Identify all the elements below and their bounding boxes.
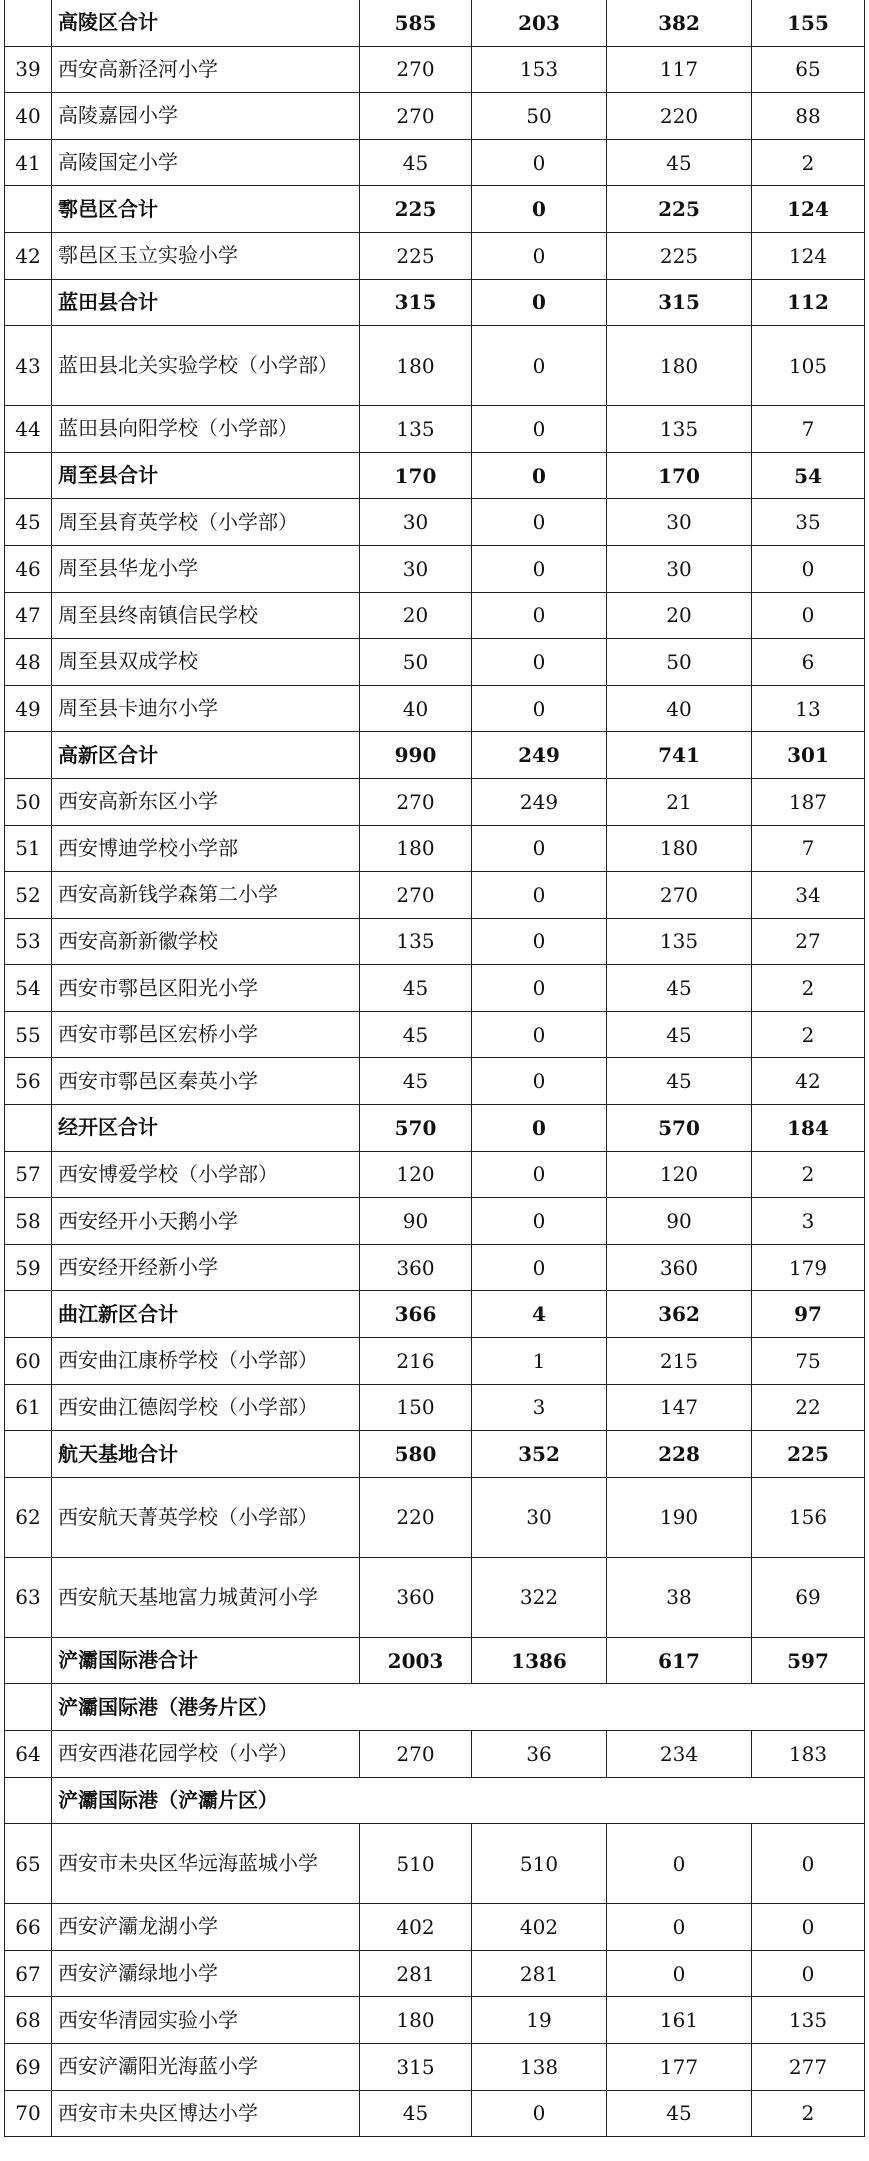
row-number bbox=[5, 1291, 52, 1338]
total-cell: 40 bbox=[360, 685, 472, 732]
school-name: 经开区合计 bbox=[52, 1105, 360, 1152]
school-name: 高陵区合计 bbox=[52, 0, 360, 46]
school-name: 西安高新新徽学校 bbox=[52, 918, 360, 965]
school-name: 西安曲江康桥学校（小学部） bbox=[52, 1338, 360, 1385]
value-cell-2: 0 bbox=[472, 1151, 607, 1198]
value-cell-3: 177 bbox=[607, 2043, 752, 2090]
row-number: 48 bbox=[5, 639, 52, 686]
school-name: 西安西港花园学校（小学） bbox=[52, 1731, 360, 1778]
total-cell: 402 bbox=[360, 1904, 472, 1951]
value-cell-2: 352 bbox=[472, 1431, 607, 1478]
total-cell: 90 bbox=[360, 1198, 472, 1245]
value-cell-4: 54 bbox=[752, 452, 865, 499]
school-name: 西安浐灞绿地小学 bbox=[52, 1950, 360, 1997]
value-cell-3: 45 bbox=[607, 1011, 752, 1058]
value-cell-3: 135 bbox=[607, 918, 752, 965]
value-cell-2: 30 bbox=[472, 1477, 607, 1557]
value-cell-4: 112 bbox=[752, 279, 865, 326]
value-cell-4: 124 bbox=[752, 186, 865, 233]
value-cell-2: 138 bbox=[472, 2043, 607, 2090]
total-cell: 510 bbox=[360, 1824, 472, 1904]
value-cell-2: 0 bbox=[472, 326, 607, 406]
row-number: 47 bbox=[5, 592, 52, 639]
subtotal-row bbox=[5, 1105, 865, 1152]
total-cell: 180 bbox=[360, 326, 472, 406]
school-name: 高陵国定小学 bbox=[52, 139, 360, 186]
row-number: 50 bbox=[5, 778, 52, 825]
value-cell-2: 249 bbox=[472, 778, 607, 825]
value-cell-3: 90 bbox=[607, 1198, 752, 1245]
school-name: 蓝田县北关实验学校（小学部） bbox=[52, 326, 360, 406]
school-name: 西安航天菁英学校（小学部） bbox=[52, 1477, 360, 1557]
value-cell-3: 180 bbox=[607, 326, 752, 406]
section-name: 浐灞国际港（浐灞片区） bbox=[52, 1777, 865, 1824]
value-cell-4: 0 bbox=[752, 545, 865, 592]
value-cell-4: 225 bbox=[752, 1431, 865, 1478]
value-cell-2: 3 bbox=[472, 1384, 607, 1431]
school-name: 高新区合计 bbox=[52, 732, 360, 779]
value-cell-2: 0 bbox=[472, 499, 607, 546]
total-cell: 50 bbox=[360, 639, 472, 686]
value-cell-3: 225 bbox=[607, 232, 752, 279]
value-cell-4: 2 bbox=[752, 139, 865, 186]
value-cell-3: 0 bbox=[607, 1824, 752, 1904]
value-cell-4: 155 bbox=[752, 0, 865, 46]
table-row bbox=[5, 918, 865, 965]
value-cell-4: 6 bbox=[752, 639, 865, 686]
school-name: 西安市鄠邑区阳光小学 bbox=[52, 965, 360, 1012]
value-cell-3: 161 bbox=[607, 1997, 752, 2044]
value-cell-3: 360 bbox=[607, 1244, 752, 1291]
row-number: 52 bbox=[5, 872, 52, 919]
value-cell-3: 0 bbox=[607, 1950, 752, 1997]
value-cell-3: 120 bbox=[607, 1151, 752, 1198]
value-cell-3: 382 bbox=[607, 0, 752, 46]
school-name: 周至县双成学校 bbox=[52, 639, 360, 686]
value-cell-4: 65 bbox=[752, 46, 865, 93]
value-cell-2: 510 bbox=[472, 1824, 607, 1904]
value-cell-3: 40 bbox=[607, 685, 752, 732]
table-row bbox=[5, 1557, 865, 1637]
table-row bbox=[5, 499, 865, 546]
total-cell: 366 bbox=[360, 1291, 472, 1338]
school-name: 航天基地合计 bbox=[52, 1431, 360, 1478]
school-enrollment-table bbox=[4, 0, 865, 2137]
total-cell: 270 bbox=[360, 1731, 472, 1778]
total-cell: 2003 bbox=[360, 1637, 472, 1684]
value-cell-3: 270 bbox=[607, 872, 752, 919]
row-number: 60 bbox=[5, 1338, 52, 1385]
total-cell: 135 bbox=[360, 406, 472, 453]
value-cell-4: 0 bbox=[752, 1824, 865, 1904]
value-cell-2: 0 bbox=[472, 639, 607, 686]
total-cell: 180 bbox=[360, 1997, 472, 2044]
table-row bbox=[5, 1824, 865, 1904]
row-number: 65 bbox=[5, 1824, 52, 1904]
total-cell: 30 bbox=[360, 499, 472, 546]
row-number bbox=[5, 1105, 52, 1152]
table-row bbox=[5, 685, 865, 732]
value-cell-3: 215 bbox=[607, 1338, 752, 1385]
school-name: 周至县终南镇信民学校 bbox=[52, 592, 360, 639]
row-number bbox=[5, 1431, 52, 1478]
row-number: 62 bbox=[5, 1477, 52, 1557]
value-cell-4: 42 bbox=[752, 1058, 865, 1105]
value-cell-4: 27 bbox=[752, 918, 865, 965]
subtotal-row bbox=[5, 1291, 865, 1338]
total-cell: 315 bbox=[360, 279, 472, 326]
total-cell: 45 bbox=[360, 2090, 472, 2137]
value-cell-2: 0 bbox=[472, 452, 607, 499]
table-row bbox=[5, 1011, 865, 1058]
row-number: 40 bbox=[5, 93, 52, 140]
value-cell-2: 0 bbox=[472, 1244, 607, 1291]
value-cell-2: 0 bbox=[472, 1198, 607, 1245]
total-cell: 45 bbox=[360, 139, 472, 186]
value-cell-3: 38 bbox=[607, 1557, 752, 1637]
value-cell-2: 4 bbox=[472, 1291, 607, 1338]
value-cell-3: 234 bbox=[607, 1731, 752, 1778]
school-name: 周至县合计 bbox=[52, 452, 360, 499]
total-cell: 270 bbox=[360, 778, 472, 825]
table-row bbox=[5, 1151, 865, 1198]
value-cell-2: 0 bbox=[472, 825, 607, 872]
table-row bbox=[5, 1384, 865, 1431]
table-row bbox=[5, 825, 865, 872]
table-row bbox=[5, 1950, 865, 1997]
school-name: 蓝田县向阳学校（小学部） bbox=[52, 406, 360, 453]
value-cell-4: 2 bbox=[752, 1011, 865, 1058]
value-cell-4: 156 bbox=[752, 1477, 865, 1557]
row-number bbox=[5, 279, 52, 326]
table-row bbox=[5, 326, 865, 406]
row-number: 49 bbox=[5, 685, 52, 732]
row-number: 67 bbox=[5, 1950, 52, 1997]
value-cell-4: 301 bbox=[752, 732, 865, 779]
table-row bbox=[5, 93, 865, 140]
school-name: 蓝田县合计 bbox=[52, 279, 360, 326]
row-number bbox=[5, 1777, 52, 1824]
value-cell-4: 2 bbox=[752, 965, 865, 1012]
value-cell-4: 0 bbox=[752, 1950, 865, 1997]
value-cell-3: 0 bbox=[607, 1904, 752, 1951]
row-number: 56 bbox=[5, 1058, 52, 1105]
total-cell: 360 bbox=[360, 1557, 472, 1637]
total-cell: 225 bbox=[360, 232, 472, 279]
value-cell-3: 45 bbox=[607, 2090, 752, 2137]
school-name: 高陵嘉园小学 bbox=[52, 93, 360, 140]
table-row bbox=[5, 545, 865, 592]
school-name: 西安浐灞龙湖小学 bbox=[52, 1904, 360, 1951]
table-row bbox=[5, 1477, 865, 1557]
value-cell-4: 184 bbox=[752, 1105, 865, 1152]
row-number: 55 bbox=[5, 1011, 52, 1058]
school-name: 西安博爱学校（小学部） bbox=[52, 1151, 360, 1198]
school-name: 西安市未央区博达小学 bbox=[52, 2090, 360, 2137]
row-number: 53 bbox=[5, 918, 52, 965]
value-cell-4: 97 bbox=[752, 1291, 865, 1338]
total-cell: 150 bbox=[360, 1384, 472, 1431]
row-number bbox=[5, 1684, 52, 1731]
value-cell-2: 281 bbox=[472, 1950, 607, 1997]
row-number: 45 bbox=[5, 499, 52, 546]
row-number: 58 bbox=[5, 1198, 52, 1245]
value-cell-3: 135 bbox=[607, 406, 752, 453]
value-cell-2: 203 bbox=[472, 0, 607, 46]
row-number: 63 bbox=[5, 1557, 52, 1637]
total-cell: 270 bbox=[360, 46, 472, 93]
row-number: 57 bbox=[5, 1151, 52, 1198]
total-cell: 30 bbox=[360, 545, 472, 592]
value-cell-4: 88 bbox=[752, 93, 865, 140]
value-cell-4: 0 bbox=[752, 592, 865, 639]
value-cell-2: 0 bbox=[472, 918, 607, 965]
school-name: 西安华清园实验小学 bbox=[52, 1997, 360, 2044]
subtotal-row bbox=[5, 0, 865, 46]
value-cell-3: 45 bbox=[607, 965, 752, 1012]
table-row bbox=[5, 1997, 865, 2044]
value-cell-2: 50 bbox=[472, 93, 607, 140]
row-number: 59 bbox=[5, 1244, 52, 1291]
row-number bbox=[5, 732, 52, 779]
row-number: 42 bbox=[5, 232, 52, 279]
table-row bbox=[5, 778, 865, 825]
row-number: 70 bbox=[5, 2090, 52, 2137]
value-cell-2: 402 bbox=[472, 1904, 607, 1951]
school-name: 西安曲江德闳学校（小学部） bbox=[52, 1384, 360, 1431]
value-cell-3: 220 bbox=[607, 93, 752, 140]
total-cell: 170 bbox=[360, 452, 472, 499]
value-cell-3: 30 bbox=[607, 545, 752, 592]
value-cell-4: 13 bbox=[752, 685, 865, 732]
value-cell-4: 187 bbox=[752, 778, 865, 825]
value-cell-4: 183 bbox=[752, 1731, 865, 1778]
row-number: 41 bbox=[5, 139, 52, 186]
value-cell-3: 170 bbox=[607, 452, 752, 499]
section-name: 浐灞国际港（港务片区） bbox=[52, 1684, 865, 1731]
value-cell-4: 135 bbox=[752, 1997, 865, 2044]
value-cell-2: 322 bbox=[472, 1557, 607, 1637]
value-cell-2: 0 bbox=[472, 872, 607, 919]
value-cell-4: 2 bbox=[752, 1151, 865, 1198]
school-name: 周至县卡迪尔小学 bbox=[52, 685, 360, 732]
value-cell-4: 124 bbox=[752, 232, 865, 279]
value-cell-4: 0 bbox=[752, 1904, 865, 1951]
table-row bbox=[5, 965, 865, 1012]
total-cell: 570 bbox=[360, 1105, 472, 1152]
value-cell-3: 50 bbox=[607, 639, 752, 686]
value-cell-3: 20 bbox=[607, 592, 752, 639]
value-cell-2: 0 bbox=[472, 186, 607, 233]
value-cell-2: 0 bbox=[472, 965, 607, 1012]
row-number: 64 bbox=[5, 1731, 52, 1778]
value-cell-3: 225 bbox=[607, 186, 752, 233]
value-cell-3: 190 bbox=[607, 1477, 752, 1557]
row-number bbox=[5, 1637, 52, 1684]
total-cell: 270 bbox=[360, 93, 472, 140]
table-row bbox=[5, 139, 865, 186]
value-cell-3: 228 bbox=[607, 1431, 752, 1478]
school-name: 周至县华龙小学 bbox=[52, 545, 360, 592]
table-row bbox=[5, 1731, 865, 1778]
total-cell: 45 bbox=[360, 965, 472, 1012]
subtotal-row bbox=[5, 452, 865, 499]
school-name: 西安博迪学校小学部 bbox=[52, 825, 360, 872]
school-name: 西安航天基地富力城黄河小学 bbox=[52, 1557, 360, 1637]
school-name: 鄠邑区合计 bbox=[52, 186, 360, 233]
row-number: 66 bbox=[5, 1904, 52, 1951]
row-number: 61 bbox=[5, 1384, 52, 1431]
total-cell: 315 bbox=[360, 2043, 472, 2090]
value-cell-3: 315 bbox=[607, 279, 752, 326]
value-cell-3: 180 bbox=[607, 825, 752, 872]
value-cell-2: 0 bbox=[472, 685, 607, 732]
subtotal-row bbox=[5, 1637, 865, 1684]
value-cell-2: 0 bbox=[472, 545, 607, 592]
school-name: 西安经开小天鹅小学 bbox=[52, 1198, 360, 1245]
total-cell: 45 bbox=[360, 1058, 472, 1105]
total-cell: 120 bbox=[360, 1151, 472, 1198]
total-cell: 220 bbox=[360, 1477, 472, 1557]
row-number bbox=[5, 452, 52, 499]
school-name: 西安高新钱学森第二小学 bbox=[52, 872, 360, 919]
section-header-row bbox=[5, 1777, 865, 1824]
school-name: 西安浐灞阳光海蓝小学 bbox=[52, 2043, 360, 2090]
school-name: 西安市未央区华远海蓝城小学 bbox=[52, 1824, 360, 1904]
value-cell-4: 7 bbox=[752, 825, 865, 872]
value-cell-3: 45 bbox=[607, 1058, 752, 1105]
value-cell-4: 179 bbox=[752, 1244, 865, 1291]
total-cell: 135 bbox=[360, 918, 472, 965]
value-cell-2: 0 bbox=[472, 592, 607, 639]
table-row bbox=[5, 1904, 865, 1951]
row-number: 39 bbox=[5, 46, 52, 93]
row-number: 51 bbox=[5, 825, 52, 872]
table-row bbox=[5, 1198, 865, 1245]
row-number: 54 bbox=[5, 965, 52, 1012]
table-row bbox=[5, 232, 865, 279]
total-cell: 180 bbox=[360, 825, 472, 872]
total-cell: 20 bbox=[360, 592, 472, 639]
total-cell: 225 bbox=[360, 186, 472, 233]
value-cell-3: 45 bbox=[607, 139, 752, 186]
subtotal-row bbox=[5, 1431, 865, 1478]
value-cell-4: 7 bbox=[752, 406, 865, 453]
table-row bbox=[5, 639, 865, 686]
value-cell-4: 277 bbox=[752, 2043, 865, 2090]
school-name: 西安市鄠邑区秦英小学 bbox=[52, 1058, 360, 1105]
table-row bbox=[5, 1058, 865, 1105]
value-cell-3: 117 bbox=[607, 46, 752, 93]
value-cell-4: 22 bbox=[752, 1384, 865, 1431]
total-cell: 360 bbox=[360, 1244, 472, 1291]
school-name: 西安高新东区小学 bbox=[52, 778, 360, 825]
value-cell-2: 0 bbox=[472, 1105, 607, 1152]
value-cell-2: 0 bbox=[472, 1058, 607, 1105]
value-cell-2: 249 bbox=[472, 732, 607, 779]
school-name: 曲江新区合计 bbox=[52, 1291, 360, 1338]
total-cell: 990 bbox=[360, 732, 472, 779]
table-row bbox=[5, 1338, 865, 1385]
value-cell-3: 362 bbox=[607, 1291, 752, 1338]
school-name: 西安市鄠邑区宏桥小学 bbox=[52, 1011, 360, 1058]
row-number bbox=[5, 186, 52, 233]
subtotal-row bbox=[5, 186, 865, 233]
school-name: 西安高新泾河小学 bbox=[52, 46, 360, 93]
total-cell: 585 bbox=[360, 0, 472, 46]
school-name: 西安经开经新小学 bbox=[52, 1244, 360, 1291]
value-cell-3: 741 bbox=[607, 732, 752, 779]
table-row bbox=[5, 1244, 865, 1291]
value-cell-2: 0 bbox=[472, 406, 607, 453]
subtotal-row bbox=[5, 732, 865, 779]
table-row bbox=[5, 2090, 865, 2137]
value-cell-2: 1386 bbox=[472, 1637, 607, 1684]
value-cell-3: 21 bbox=[607, 778, 752, 825]
row-number: 46 bbox=[5, 545, 52, 592]
value-cell-2: 0 bbox=[472, 232, 607, 279]
value-cell-2: 19 bbox=[472, 1997, 607, 2044]
value-cell-4: 35 bbox=[752, 499, 865, 546]
table-row bbox=[5, 46, 865, 93]
total-cell: 45 bbox=[360, 1011, 472, 1058]
total-cell: 216 bbox=[360, 1338, 472, 1385]
value-cell-3: 570 bbox=[607, 1105, 752, 1152]
value-cell-4: 75 bbox=[752, 1338, 865, 1385]
school-name: 周至县育英学校（小学部） bbox=[52, 499, 360, 546]
value-cell-4: 34 bbox=[752, 872, 865, 919]
value-cell-2: 0 bbox=[472, 2090, 607, 2137]
value-cell-2: 0 bbox=[472, 139, 607, 186]
row-number: 68 bbox=[5, 1997, 52, 2044]
section-header-row bbox=[5, 1684, 865, 1731]
table-row bbox=[5, 872, 865, 919]
value-cell-3: 30 bbox=[607, 499, 752, 546]
value-cell-2: 0 bbox=[472, 1011, 607, 1058]
value-cell-2: 36 bbox=[472, 1731, 607, 1778]
value-cell-4: 105 bbox=[752, 326, 865, 406]
table-row bbox=[5, 406, 865, 453]
table-body bbox=[5, 0, 865, 2137]
value-cell-4: 597 bbox=[752, 1637, 865, 1684]
row-number: 69 bbox=[5, 2043, 52, 2090]
table-row bbox=[5, 592, 865, 639]
school-name: 鄠邑区玉立实验小学 bbox=[52, 232, 360, 279]
value-cell-4: 3 bbox=[752, 1198, 865, 1245]
value-cell-4: 2 bbox=[752, 2090, 865, 2137]
value-cell-3: 147 bbox=[607, 1384, 752, 1431]
value-cell-2: 0 bbox=[472, 279, 607, 326]
school-name: 浐灞国际港合计 bbox=[52, 1637, 360, 1684]
row-number: 43 bbox=[5, 326, 52, 406]
total-cell: 270 bbox=[360, 872, 472, 919]
value-cell-2: 153 bbox=[472, 46, 607, 93]
table-row bbox=[5, 2043, 865, 2090]
total-cell: 281 bbox=[360, 1950, 472, 1997]
subtotal-row bbox=[5, 279, 865, 326]
value-cell-2: 1 bbox=[472, 1338, 607, 1385]
row-number bbox=[5, 0, 52, 46]
total-cell: 580 bbox=[360, 1431, 472, 1478]
value-cell-3: 617 bbox=[607, 1637, 752, 1684]
row-number: 44 bbox=[5, 406, 52, 453]
value-cell-4: 69 bbox=[752, 1557, 865, 1637]
